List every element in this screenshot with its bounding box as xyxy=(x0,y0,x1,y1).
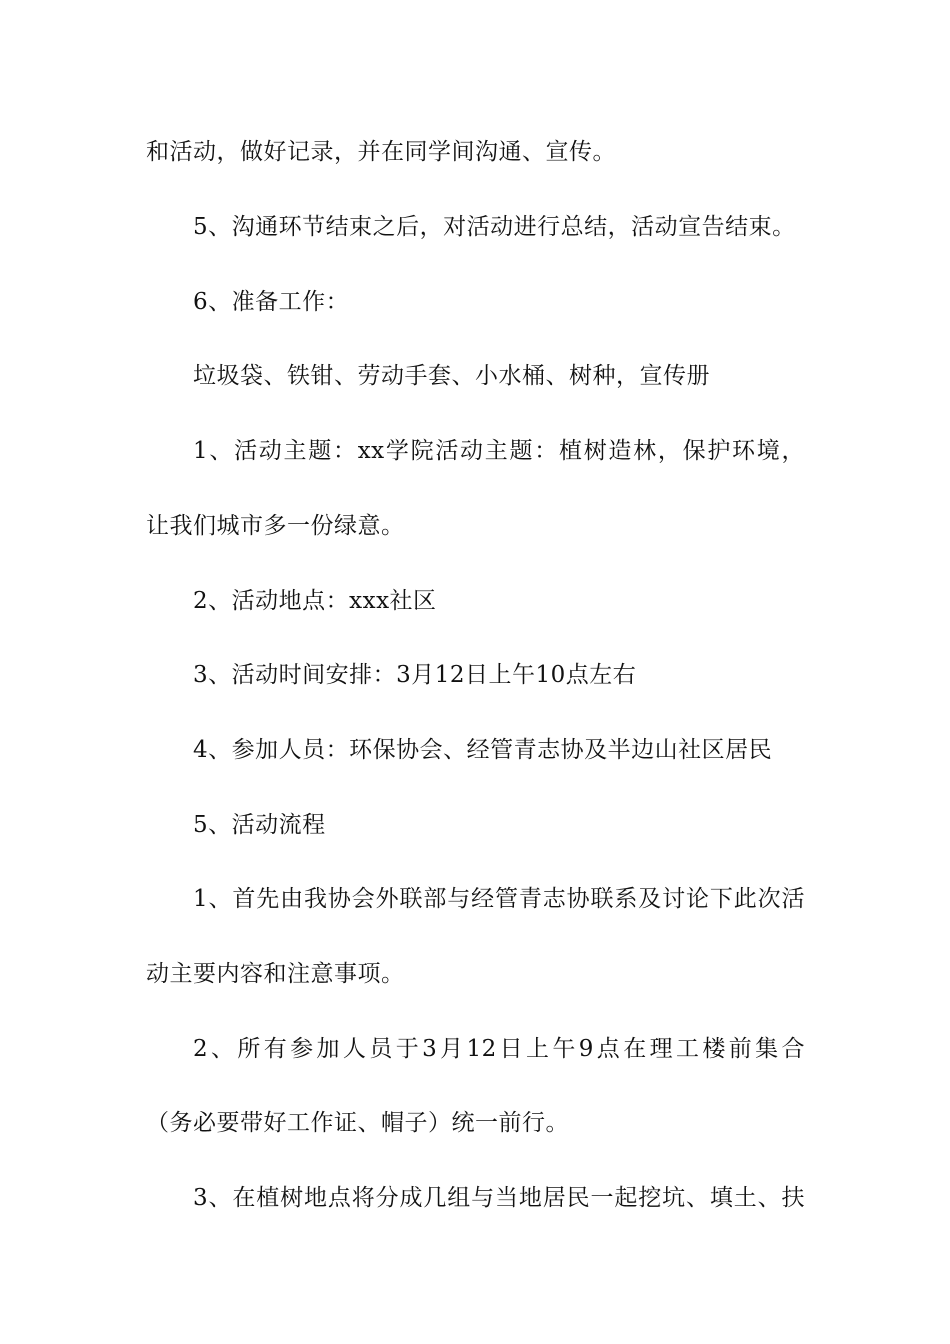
text-line: 和活动，做好记录，并在同学间沟通、宣传。 xyxy=(146,139,616,165)
text-line: 1、活动主题：xx学院活动主题：植树造林，保护环境， xyxy=(193,438,805,464)
text-line: 垃圾袋、铁钳、劳动手套、小水桶、树种，宣传册 xyxy=(193,363,710,389)
text-line: 4、参加人员：环保协会、经管青志协及半边山社区居民 xyxy=(193,737,773,763)
text-line: 5、沟通环节结束之后，对活动进行总结，活动宣告结束。 xyxy=(193,214,796,240)
text-line: 2、活动地点：xxx社区 xyxy=(193,588,437,614)
text-line: （务必要带好工作证、帽子）统一前行。 xyxy=(146,1110,569,1136)
text-line: 1、首先由我协会外联部与经管青志协联系及讨论下此次活 xyxy=(193,886,805,912)
text-line: 动主要内容和注意事项。 xyxy=(146,961,405,987)
text-line: 6、准备工作： xyxy=(193,289,350,315)
text-line: 5、活动流程 xyxy=(193,812,326,838)
text-line: 3、在植树地点将分成几组与当地居民一起挖坑、填土、扶 xyxy=(193,1185,805,1211)
text-line: 2、所有参加人员于3月12日上午9点在理工楼前集合 xyxy=(193,1036,805,1062)
text-line: 让我们城市多一份绿意。 xyxy=(146,513,405,539)
text-line: 3、活动时间安排：3月12日上午10点左右 xyxy=(193,662,637,688)
